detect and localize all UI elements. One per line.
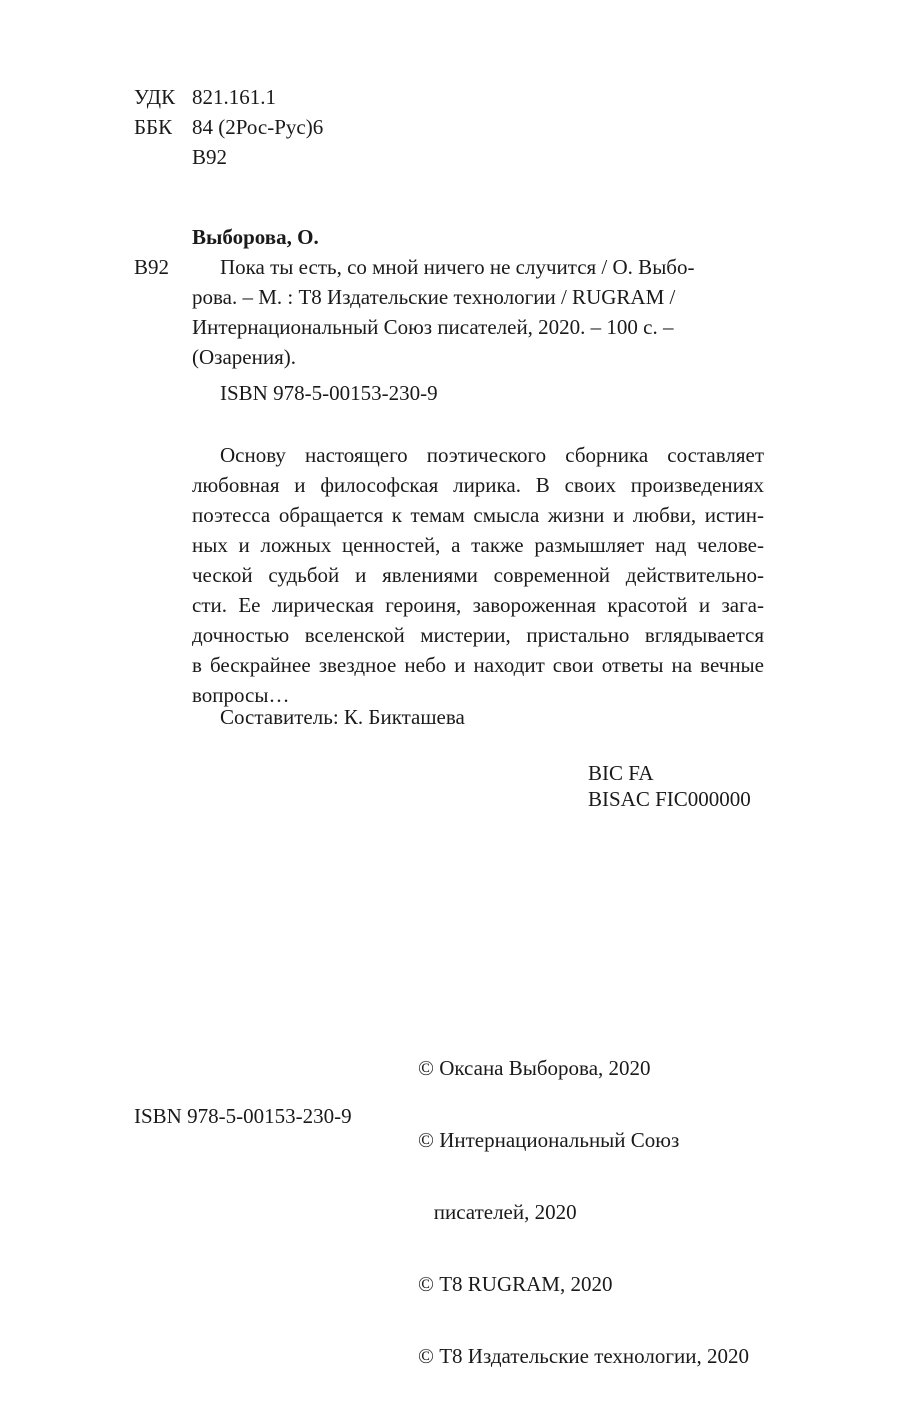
bisac-code: BISAC FIC000000 xyxy=(588,787,751,811)
udk-value: 821.161.1 xyxy=(192,85,276,109)
description-line: рова. – М. : Т8 Издательские технологии / RUGRAM / xyxy=(192,285,676,309)
annotation-line: ных и ложных ценностей, а также размышляет над челове- xyxy=(192,533,764,557)
annotation-line: в бескрайнее звездное небо и находит свои ответы на вечные xyxy=(192,653,764,677)
annotation-line: вопросы… xyxy=(192,683,290,707)
copyright-line: © Т8 RUGRAM, 2020 xyxy=(418,1272,613,1296)
description-line: Пока ты есть, со мной ничего не случится / О. Выбо- xyxy=(220,255,695,279)
copyright-line: писателей, 2020 xyxy=(418,1200,577,1224)
description-line: (Озарения). xyxy=(192,345,296,369)
copyright-line: © Т8 Издательские технологии, 2020 xyxy=(418,1344,749,1368)
annotation-line: поэтесса обращается к темам смысла жизни и любви, истин- xyxy=(192,503,764,527)
author-heading: Выборова, О. xyxy=(192,225,319,249)
description-line: Интернациональный Союз писателей, 2020. – 100 с. – xyxy=(192,315,674,339)
bibliographic-description xyxy=(192,252,764,372)
annotation-line: Основу настоящего поэтического сборника составляет xyxy=(220,443,764,467)
annotation-line: дочностью вселенской мистерии, пристально вглядывается xyxy=(192,623,764,647)
annotation-line: ческой судьбой и явлениями современной действительно- xyxy=(192,563,764,587)
annotation xyxy=(192,440,764,710)
annotation-line: любовная и философская лирика. В своих произведениях xyxy=(192,473,764,497)
copyright-block xyxy=(418,1008,818,1416)
copyright-line: © Оксана Выборова, 2020 xyxy=(418,1056,651,1080)
margin-mark: В92 xyxy=(134,255,170,279)
isbn-line: ISBN 978-5-00153-230-9 xyxy=(220,381,438,405)
bbk-label: ББК xyxy=(134,115,173,139)
udk-label: УДК xyxy=(134,85,176,109)
copyright-line: © Интернациональный Союз xyxy=(418,1128,680,1152)
annotation-line: сти. Ее лирическая героиня, завороженная красотой и зага- xyxy=(192,593,764,617)
author-mark: В92 xyxy=(192,145,228,169)
bic-code: BIC FA xyxy=(588,761,654,785)
bbk-value: 84 (2Рос-Рус)6 xyxy=(192,115,324,139)
compiler-line: Составитель: К. Бикташева xyxy=(220,705,465,729)
footer-isbn: ISBN 978-5-00153-230-9 xyxy=(134,1104,352,1128)
